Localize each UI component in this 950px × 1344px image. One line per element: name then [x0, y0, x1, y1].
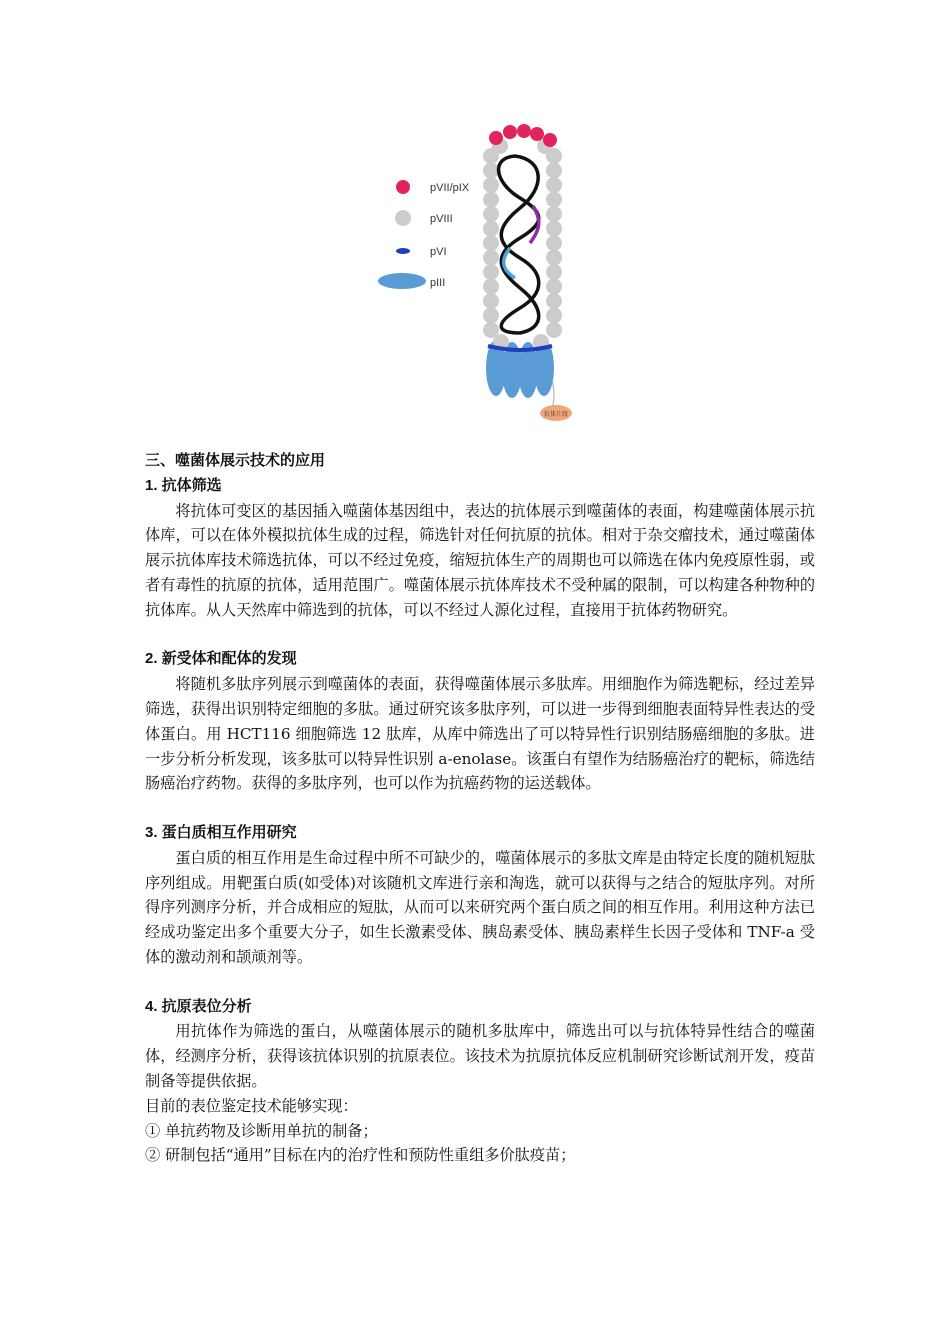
- subsection-heading-epitope-analysis: 4. 抗原表位分析: [145, 997, 252, 1015]
- document-body: [145, 449, 815, 1168]
- epitope-list-item-2: ② 研制包括“通用”目标在内的治疗性和预防性重组多价肽疫苗；: [145, 1146, 576, 1165]
- pviii-protein: [546, 250, 562, 266]
- pviii-protein: [483, 206, 499, 222]
- pviii-protein: [483, 293, 499, 309]
- pviii-protein: [483, 177, 499, 193]
- legend-label-pvii-pix: pVII/pIX: [430, 182, 470, 194]
- legend-swatch-pviii: [395, 210, 411, 226]
- legend-label-piii: pIII: [430, 277, 446, 289]
- legend-swatch-pvi: [396, 248, 410, 254]
- pviii-protein: [546, 163, 562, 179]
- antibody-linker: [552, 380, 554, 408]
- paragraph-antibody-screening: 将抗体可变区的基因插入噬菌体基因组中，表达的抗体展示到噬菌体的表面，构建噬菌体展示抗体库，可以在体外模拟抗体生成的过程，筛选针对任何抗原的抗体。相对于杂交瘤技术，通过噬菌体展示抗体库技术筛选抗体，可以不经过免疫，缩短抗体生产的周期也可以筛选在体内免疫原性弱，或者有毒性的抗原的抗体，适用范围广。噬菌体展示抗体库技术不受种属的限制，可以构建各种物种的抗体库。从人天然库中筛选到的抗体，可以不经过人源化过程，直接用于抗体药物研究。: [145, 501, 815, 619]
- pviii-protein: [546, 192, 562, 208]
- subsection-heading-receptor-discovery: 2. 新受体和配体的发现: [145, 650, 297, 668]
- pviii-protein: [483, 192, 499, 208]
- antibody-fragment-label: 抗体片段: [543, 411, 569, 418]
- epitope-list-intro: 目前的表位鉴定技术能够实现：: [145, 1096, 358, 1115]
- pviii-coat: [483, 138, 562, 350]
- pviii-protein: [483, 163, 499, 179]
- pvii-pix-protein: [517, 124, 531, 138]
- paragraph-protein-interaction: 蛋白质的相互作用是生命过程中所不可缺少的，噬菌体展示的多肽文库是由特定长度的随机短肽序列组成。用靶蛋白质(如受体)对该随机文库进行亲和淘选，就可以获得与之结合的短肽序列。对所得序列测序分析，并合成相应的短肽，从而可以来研究两个蛋白质之间的相互作用。利用这种方法已经成功鉴定出多个重要大分子，如生长激素受体、胰岛素受体、胰岛素样生长因子受体和 TNF-a 受体的激动剂和颉颃剂等。: [145, 848, 815, 966]
- pviii-protein: [483, 221, 499, 237]
- pviii-protein: [546, 264, 562, 280]
- pviii-protein: [546, 322, 562, 338]
- legend-label-pviii: pVIII: [430, 213, 453, 225]
- pviii-protein: [546, 308, 562, 324]
- pviii-protein: [546, 206, 562, 222]
- pvii-pix-protein: [489, 131, 503, 145]
- pviii-protein: [483, 250, 499, 266]
- section-heading: 三、噬菌体展示技术的应用: [145, 452, 326, 469]
- dna-strand: [499, 156, 539, 333]
- pvii-pix-proteins: [489, 124, 557, 147]
- pviii-protein: [546, 293, 562, 309]
- pvi-protein: [488, 346, 552, 350]
- pviii-protein: [483, 279, 499, 295]
- epitope-list-item-1: ① 单抗药物及诊断用单抗的制备；: [145, 1121, 378, 1140]
- subsection-heading-antibody-screening: 1. 抗体筛选: [145, 476, 222, 494]
- pvi-proteins: [488, 346, 552, 350]
- pviii-protein: [546, 279, 562, 295]
- pviii-protein: [483, 264, 499, 280]
- legend-label-pvi: pVI: [430, 246, 447, 258]
- phage-diagram: [370, 118, 590, 428]
- legend: [378, 180, 470, 289]
- pvii-pix-protein: [503, 125, 517, 139]
- phage-genome: [499, 156, 539, 333]
- phage-diagram-svg: [370, 118, 590, 428]
- pvii-pix-protein: [543, 133, 557, 147]
- pviii-protein: [546, 177, 562, 193]
- pvii-pix-protein: [530, 127, 544, 141]
- pviii-protein: [483, 308, 499, 324]
- paragraph-epitope-analysis: 用抗体作为筛选的蛋白，从噬菌体展示的随机多肽库中，筛选出可以与抗体特异性结合的噬菌体，经测序分析，获得该抗体识别的抗原表位。该技术为抗原抗体反应机制研究诊断试剂开发，疫苗制备等提供依据。: [145, 1022, 815, 1090]
- pviii-protein: [546, 221, 562, 237]
- legend-swatch-piii: [378, 273, 426, 289]
- subsection-heading-protein-interaction: 3. 蛋白质相互作用研究: [145, 823, 297, 841]
- pviii-protein: [546, 235, 562, 251]
- legend-swatch-pvii-pix: [396, 180, 410, 194]
- paragraph-receptor-discovery: 将随机多肽序列展示到噬菌体的表面，获得噬菌体展示多肽库。用细胞作为筛选靶标，经过差异筛选，获得出识别特定细胞的多肽。通过研究该多肽序列，可以进一步得到细胞表面特异性表达的受体蛋白。用 HCT116 细胞筛选 12 肽库，从库中筛选出了可以特异性行识别结肠癌细胞的多肽。进一步分析分析发现，该多肽可以特异性识别 a-enolase。该蛋白有望作为结肠癌治疗的靶标，筛选结肠癌治疗药物。获得的多肽序列，也可以作为抗癌药物的运送载体。: [145, 675, 815, 793]
- pviii-protein: [483, 235, 499, 251]
